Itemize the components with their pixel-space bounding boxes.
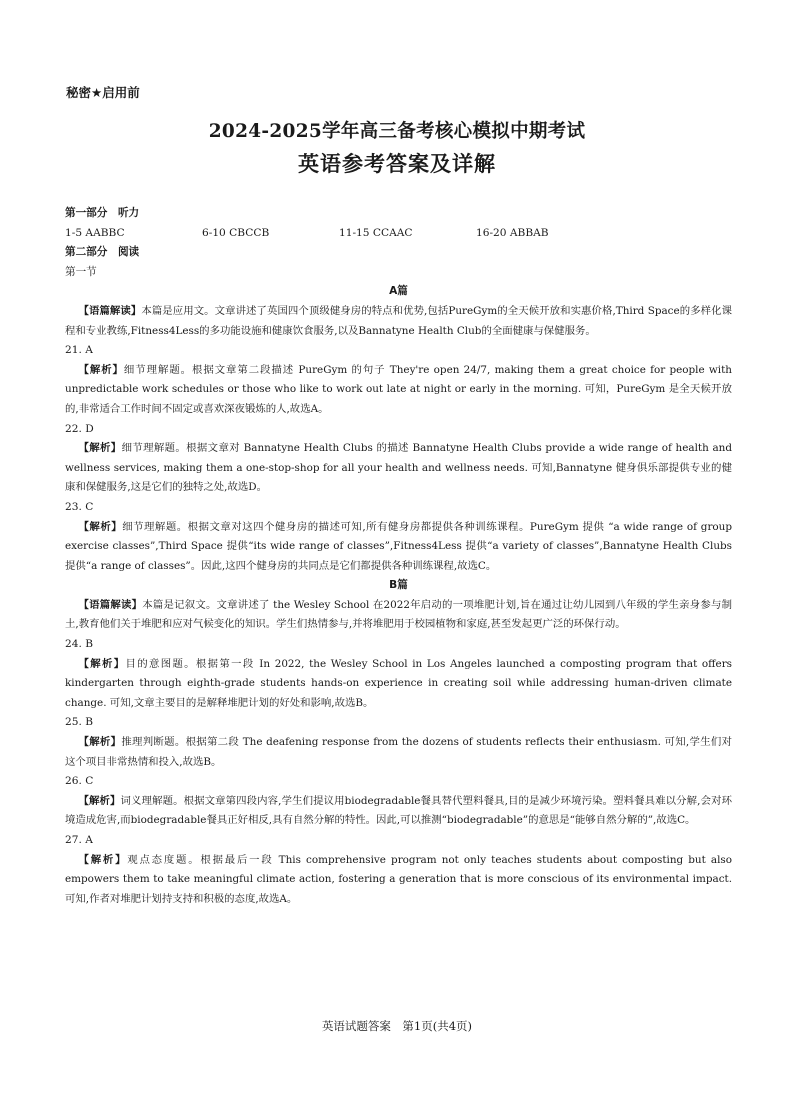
analysis-text: 观点态度题。根据最后一段 This comprehensive program not only teaches students about composting but also empowers them to take meaningful climate action, fostering a generation that is more conscious of its environmental impact. 可知,作者对堆肥计划持支持和积极的态度,故选A。 [65, 853, 732, 905]
question-number: 23. C [65, 500, 94, 513]
analysis-tag: 【解析】 [78, 442, 122, 455]
question-26 [65, 772, 732, 831]
question-explanation [65, 518, 732, 577]
question-number: 21. A [65, 344, 93, 357]
question-explanation [65, 792, 732, 831]
analysis-tag: 【解析】 [78, 657, 126, 670]
answer-group-4: 16-20 ABBAB [476, 226, 549, 239]
intro-text: 本篇是记叙文。文章讲述了 the Wesley School 在2022年启动的一项堆肥计划,旨在通过让幼儿园到八年级的学生亲身参与制土,教育他们关于堆肥和应对气候变化的知识。学生们热情参与,并将堆肥用于校园植物和家庭,甚至发起更广泛的环保行动。 [65, 598, 733, 631]
question-24 [65, 635, 732, 713]
analysis-text: 细节理解题。根据文章对 Bannatyne Health Clubs 的描述 Bannatyne Health Clubs provide a wide range of health and wellness services, making them a one-stop-shop for all your health and wellness needs. 可知,Bannatyne 健身俱乐部提供专业的健康和保健服务,这是它们的独特之处,故选D。 [65, 442, 733, 494]
analysis-text: 推理判断题。根据第二段 The deafening response from the dozens of students reflects their enthusiasm. 可知,学生们对这个项目非常热情和投入,故选B。 [65, 736, 733, 768]
analysis-text: 词义理解题。根据文章第四段内容,学生们提议用biodegradable餐具替代塑料餐具,目的是减少环境污染。塑料餐具难以分解,会对环境造成危害,而biodegradable餐具正好相反,具有自然分解的特性。因此,可以推测“biodegradable”的意思是“能够自然分解的”,故选C。 [65, 794, 732, 827]
question-number: 22. D [65, 422, 94, 435]
analysis-tag: 【解析】 [78, 853, 128, 866]
question-21 [65, 341, 732, 419]
page-footer: 英语试题答案 第1页(共4页) [321, 1019, 473, 1033]
question-explanation [65, 851, 732, 910]
question-25 [65, 713, 732, 772]
analysis-tag: 【解析】 [78, 736, 122, 749]
analysis-text: 细节理解题。根据文章第二段描述 PureGym 的句子 They're open 24/7, making them a great choice for people with unpredictable work schedules or those who like to work out late at night or early in the morning. 可知，PureGym 是全天候开放的,非常适合工作时间不固定或喜欢深夜锻炼的人,故选A。 [65, 363, 733, 415]
question-number: 26. C [65, 775, 94, 788]
question-explanation [65, 733, 732, 772]
passage-b-intro [65, 596, 732, 635]
passage-b-title: B篇 [389, 579, 408, 592]
part2-heading: 第二部分 阅读 [65, 246, 140, 259]
analysis-tag: 【解析】 [78, 794, 121, 807]
question-explanation [65, 655, 732, 714]
question-explanation [65, 439, 732, 498]
question-number: 27. A [65, 834, 93, 846]
analysis-tag: 【解析】 [78, 520, 123, 533]
answer-group-3: 11-15 CCAAC [339, 226, 413, 239]
content-body [65, 204, 732, 909]
question-number: 24. B [65, 638, 93, 651]
answer-group-1: 1-5 AABBC [65, 226, 125, 239]
analysis-text: 细节理解题。根据文章对这四个健身房的描述可知,所有健身房都提供各种训练课程。PureGym 提供 “a wide range of group exercise classes”,Third Space 提供“its wide range of classes”,Fitness4Less 提供“a variety of classes”,Bannatyne Health Clubs 提供“a range of classes”。因此,这四个健身房的共同点是它们都提供各种训练课程,故选C。 [65, 520, 733, 572]
intro-tag: 【语篇解读】 [78, 598, 143, 611]
question-explanation [65, 361, 732, 420]
passage-a-intro [65, 302, 732, 341]
document-subtitle: 英语参考答案及详解 [298, 152, 496, 176]
answer-group-2: 6-10 CBCCB [202, 226, 270, 239]
analysis-text: 目的意图题。根据第一段 In 2022, the Wesley School in Los Angeles launched a composting program that offers kindergarten through eighth-grade students hands-on experience in creating soil while addressing human-driven climate change. 可知,文章主要目的是解释堆肥计划的好处和影响,故选B。 [65, 657, 733, 709]
section-heading: 第一节 [65, 265, 97, 278]
question-23 [65, 498, 732, 576]
confidential-label: 秘密★启用前 [66, 85, 140, 100]
question-number: 25. B [65, 716, 93, 729]
part1-heading: 第一部分 听力 [65, 207, 140, 219]
intro-text: 本篇是应用文。文章讲述了英国四个顶级健身房的特点和优势,包括PureGym的全天候开放和实惠价格,Third Space的多样化课程和专业教练,Fitness4Less的多功能设施和健康饮食服务,以及Bannatyne Health Club的全面健康与保健服务。 [65, 304, 732, 337]
question-27 [65, 831, 732, 909]
listening-answers [65, 224, 732, 244]
question-22 [65, 420, 732, 498]
passage-a-title: A篇 [389, 285, 408, 298]
analysis-tag: 【解析】 [78, 363, 124, 376]
exam-title: 2024-2025学年高三备考核心模拟中期考试 [208, 121, 586, 142]
intro-tag: 【语篇解读】 [78, 304, 142, 317]
